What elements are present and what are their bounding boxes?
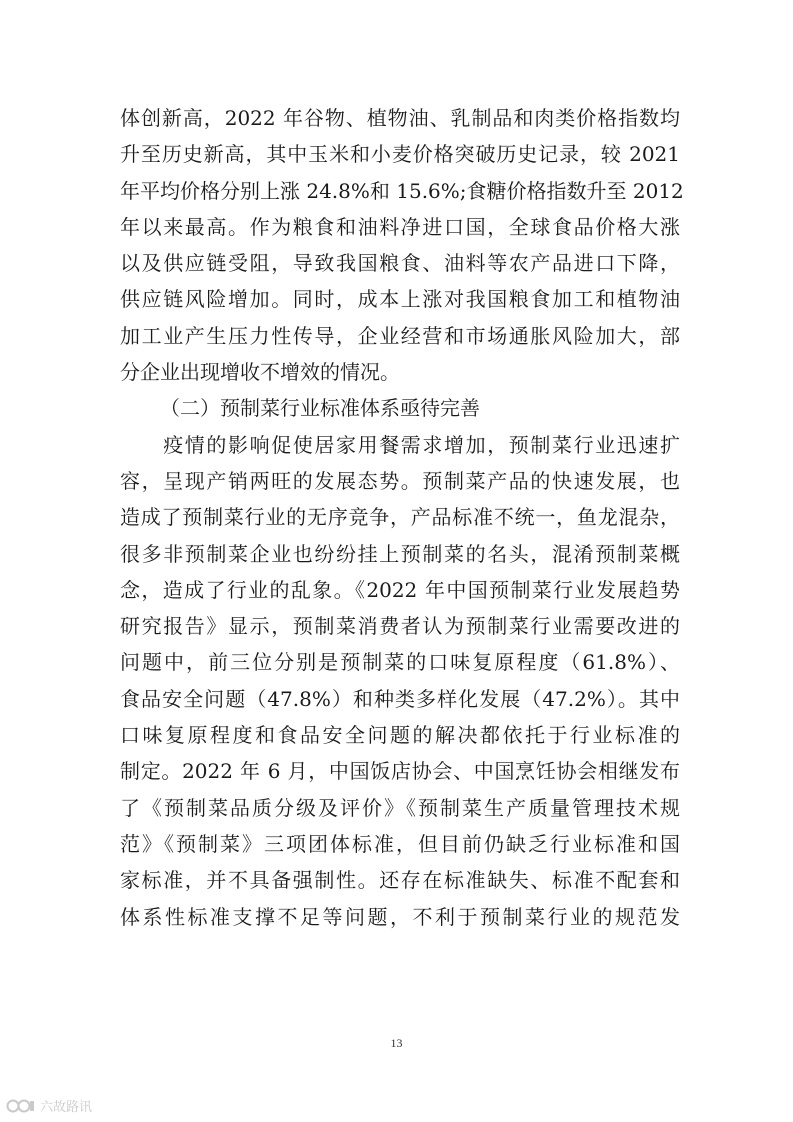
- body-line: 造成了预制菜行业的无序竞争，产品标准不统一，鱼龙混杂，: [120, 505, 680, 530]
- body-line: 口味复原程度和食品安全问题的解决都依托于行业标准的: [120, 723, 680, 748]
- body-line: 范》《预制菜》三项团体标准，但目前仍缺乏行业标准和国: [120, 831, 680, 856]
- watermark: [6, 1096, 92, 1115]
- body-line: 以及供应链受阻，导致我国粮食、油料等农产品进口下降，: [120, 251, 680, 276]
- body-line: 体系性标准支撑不足等问题，不利于预制菜行业的规范发: [120, 904, 680, 929]
- body-line: 年以来最高。作为粮食和油料净进口国，全球食品价格大涨: [120, 214, 680, 239]
- body-line: 分企业出现增收不增效的情况。: [120, 360, 400, 385]
- body-line: 容，呈现产销两旺的发展态势。预制菜产品的快速发展，也: [120, 468, 680, 493]
- watermark-logo-icon: [6, 1098, 36, 1114]
- section-heading: （二）预制菜行业标准体系亟待完善: [160, 396, 480, 421]
- body-line: 体创新高，2022 年谷物、植物油、乳制品和肉类价格指数均: [120, 106, 680, 130]
- body-line: 供应链风险增加。同时，成本上涨对我国粮食加工和植物油: [120, 287, 680, 312]
- body-line: 研究报告》显示，预制菜消费者认为预制菜行业需要改进的: [120, 614, 680, 639]
- body-line: 家标准，并不具备强制性。还存在标准缺失、标准不配套和: [120, 868, 680, 893]
- page-number: 13: [390, 1036, 403, 1050]
- watermark-text: 六故路讯: [40, 1100, 93, 1115]
- body-line: 念，造成了行业的乱象。《2022 年中国预制菜行业发展趋势: [120, 577, 680, 602]
- body-line: 升至历史新高，其中玉米和小麦价格突破历史记录，较 2021: [120, 142, 680, 167]
- body-line: 疫情的影响促使居家用餐需求增加，预制菜行业迅速扩: [120, 432, 680, 457]
- body-line: 问题中，前三位分别是预制菜的口味复原程度（61.8%）、: [120, 650, 680, 675]
- body-line: 很多非预制菜企业也纷纷挂上预制菜的名头，混淆预制菜概: [120, 541, 680, 566]
- body-line: 了《预制菜品质分级及评价》《预制菜生产质量管理技术规: [120, 795, 680, 820]
- body-line: 年平均价格分别上涨 24.8%和 15.6%;食糖价格指数升至 2012: [120, 178, 684, 203]
- body-line: 食品安全问题（47.8%）和种类多样化发展（47.2%）。其中: [120, 686, 680, 711]
- document-body: [120, 100, 684, 935]
- body-line: 制定。2022 年 6 月，中国饭店协会、中国烹饪协会相继发布: [120, 759, 680, 784]
- body-line: 加工业产生压力性传导，企业经营和市场通胀风险加大，部: [120, 323, 680, 348]
